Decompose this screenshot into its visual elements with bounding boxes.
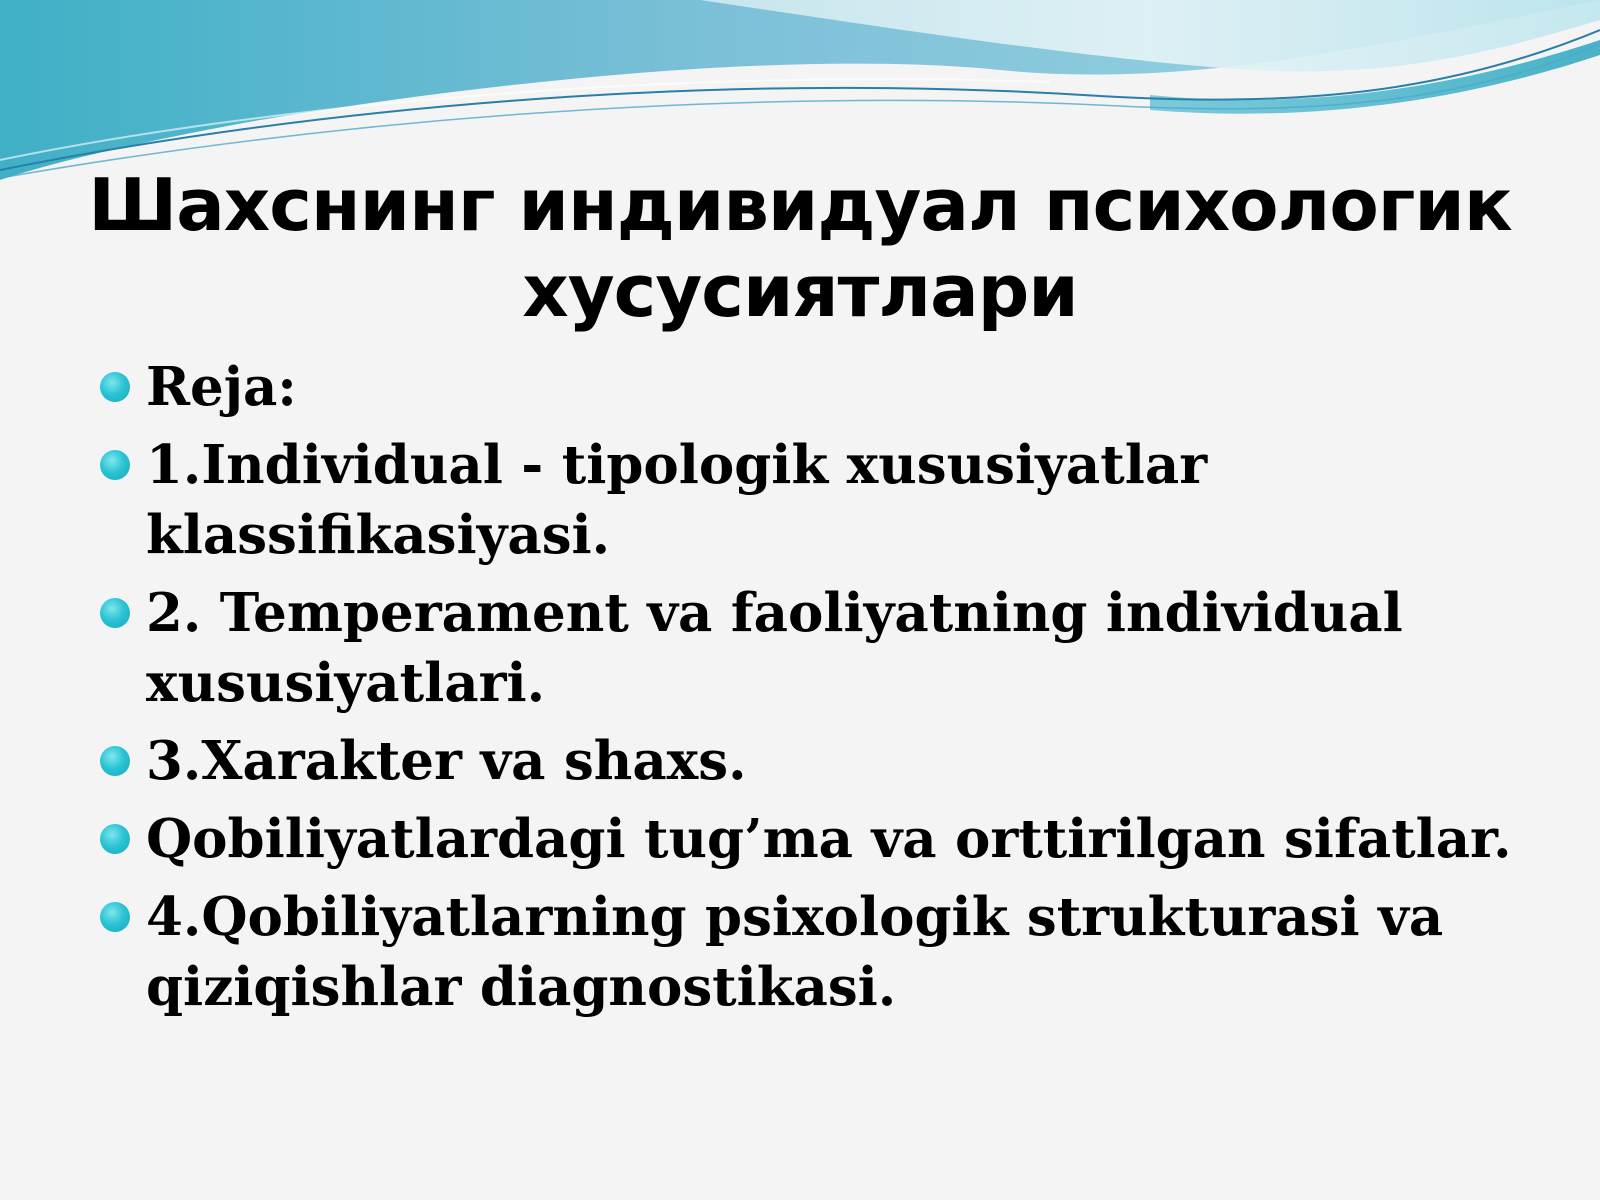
bullet-dot-icon	[100, 902, 130, 932]
bullet-text: 2. Temperament va faoliyatning individual xususiyatlari.	[146, 582, 1403, 714]
bullet-dot-icon	[100, 372, 130, 402]
bullet-dot-icon	[100, 598, 130, 628]
list-item	[100, 430, 1560, 570]
bullet-dot-icon	[100, 824, 130, 854]
bullet-dot-icon	[100, 746, 130, 776]
slide-title: Шахснинг индивидуал психологик хусусиятлари	[88, 163, 1512, 333]
list-item	[100, 352, 1560, 422]
bullet-dot-icon	[100, 450, 130, 480]
list-item	[100, 726, 1560, 796]
bullet-list	[100, 352, 1560, 1030]
bullet-text: Qobiliyatlardagi tug’ma va orttirilgan sifatlar.	[146, 808, 1512, 870]
bullet-text: 3.Xarakter va shaxs.	[146, 730, 747, 792]
list-item	[100, 578, 1560, 718]
bullet-text: 1.Individual - tipologik xususiyatlar klassifikasiyasi.	[146, 434, 1208, 566]
list-item	[100, 804, 1560, 874]
bullet-text: 4.Qobiliyatlarning psixologik strukturasi va qiziqishlar diagnostikasi.	[146, 886, 1444, 1018]
bullet-text: Reja:	[146, 356, 297, 418]
list-item	[100, 882, 1560, 1022]
